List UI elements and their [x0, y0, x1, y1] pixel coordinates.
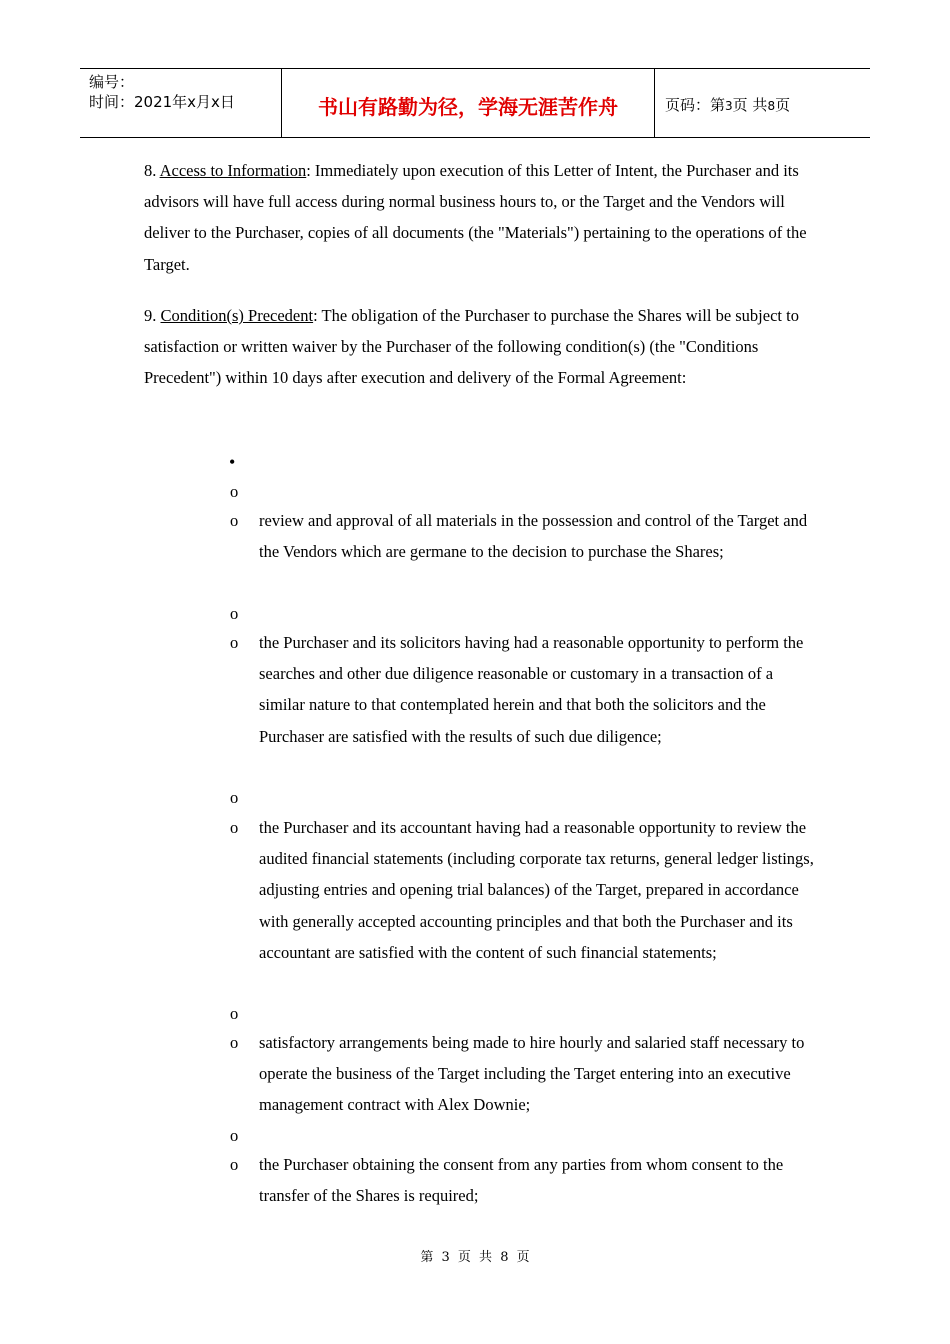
header-page-number: 页码：第3页 共8页 — [665, 96, 791, 114]
empty-item-marker: o — [230, 1004, 239, 1023]
empty-item-marker: o — [230, 1126, 239, 1145]
document-number-label: 编号： — [89, 73, 135, 91]
item-marker: o — [230, 511, 239, 530]
section-9-title: Condition(s) Precedent — [160, 306, 314, 325]
header-motto: 书山有路勤为径，学海无涯苦作舟 — [318, 95, 618, 119]
section-8-number: 8. — [144, 161, 157, 180]
section-9-paragraph — [144, 300, 814, 394]
empty-item-marker: o — [230, 788, 239, 807]
header-info-cell — [80, 69, 282, 137]
condition-item-3: the Purchaser and its accountant having had a reasonable opportunity to review the audited financial statements (including corporate tax returns, general ledger listings, adjusting entries and opening trial balances) of the Target, prepared in accordance with generally accepted accounting principles and that both the Purchaser and its accountant are satisfied with the content of such financial statements; — [259, 818, 814, 962]
item-marker: o — [230, 818, 239, 837]
section-8-title: Access to Information — [159, 161, 307, 180]
document-date-label: 时间：2021年x月x日 — [89, 93, 235, 111]
page-footer: 第 3 页 共 8 页 — [420, 1250, 530, 1265]
section-9-number: 9. — [144, 306, 157, 325]
item-marker: o — [230, 1033, 239, 1052]
list-bullet: • — [229, 452, 236, 472]
page-header — [80, 68, 870, 138]
section-8-text: : Immediately upon execution of this Letter of Intent, the Purchaser and its advisors will have full access during normal business hours to, or the Target and the Vendors will deliver to the Purchaser, copies of all documents (the "Materials") pertaining to the operations of the Target. — [144, 161, 807, 274]
item-marker: o — [230, 1155, 239, 1174]
header-page-cell — [655, 69, 870, 137]
condition-item-2: the Purchaser and its solicitors having had a reasonable opportunity to perform the searches and other due diligence reasonable or customary in a transaction of a similar nature to that contemplated herein and that both the solicitors and the Purchaser are satisfied with the results of such due diligence; — [259, 633, 804, 746]
condition-item-5: the Purchaser obtaining the consent from any parties from whom consent to the transfer of the Shares is required; — [259, 1155, 784, 1206]
condition-item-1: review and approval of all materials in the possession and control of the Target and the Vendors which are germane to the decision to purchase the Shares; — [259, 511, 808, 562]
condition-item-4: satisfactory arrangements being made to hire hourly and salaried staff necessary to operate the business of the Target including the Target entering into an executive management contract with Alex Downie; — [259, 1033, 805, 1115]
empty-item-marker: o — [230, 482, 239, 501]
empty-item-marker: o — [230, 604, 239, 623]
item-marker: o — [230, 633, 239, 652]
section-8-paragraph — [144, 155, 814, 280]
section-9-text: : The obligation of the Purchaser to purchase the Shares will be subject to satisfaction or written waiver by the Purchaser of the following condition(s) (the "Conditions Precedent") within 10 days after execution and delivery of the Formal Agreement: — [144, 306, 799, 388]
header-motto-cell — [282, 69, 655, 137]
